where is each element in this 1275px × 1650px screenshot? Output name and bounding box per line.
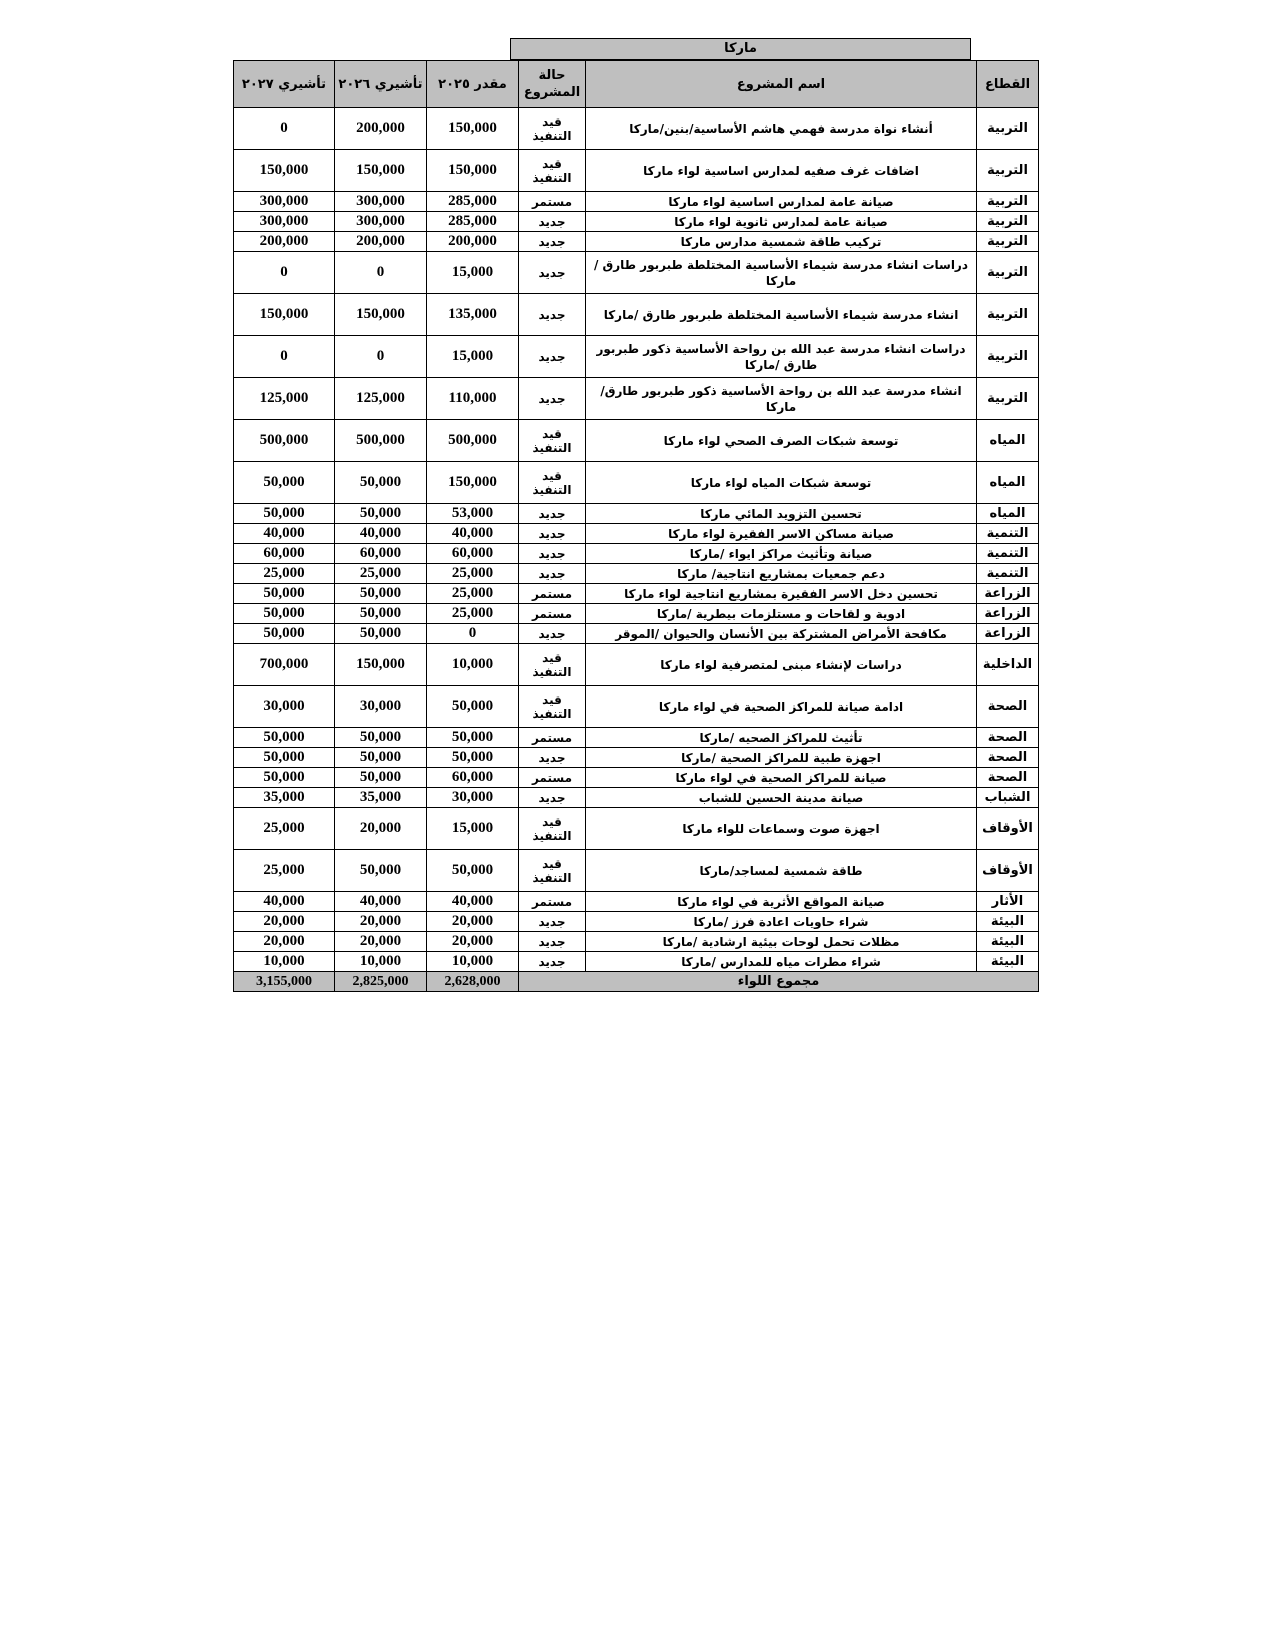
cell-sector: البيئة [977,932,1039,952]
cell-ind-2026: 20,000 [335,912,427,932]
table-row [234,252,1039,294]
cell-ind-2026: 10,000 [335,952,427,972]
cell-est-2025: 50,000 [427,686,519,728]
cell-project: شراء حاويات اعادة فرز /ماركا [586,912,977,932]
cell-ind-2026: 0 [335,336,427,378]
cell-sector: التربية [977,192,1039,212]
cell-est-2025: 15,000 [427,336,519,378]
table-row [234,420,1039,462]
cell-status: جديد [519,932,586,952]
cell-ind-2027: 50,000 [234,728,335,748]
cell-ind-2027: 50,000 [234,504,335,524]
cell-project: صيانة عامة لمدارس اساسية لواء ماركا [586,192,977,212]
cell-project: دراسات انشاء مدرسة شيماء الأساسية المختلطة طبربور طارق /ماركا [586,252,977,294]
cell-sector: المياه [977,462,1039,504]
cell-status: جديد [519,564,586,584]
cell-sector: البيئة [977,912,1039,932]
table-body [234,108,1039,972]
cell-ind-2027: 0 [234,108,335,150]
table-row [234,932,1039,952]
total-ind-2026: 2,825,000 [335,972,427,992]
cell-est-2025: 25,000 [427,584,519,604]
table-row [234,212,1039,232]
cell-status: جديد [519,952,586,972]
cell-ind-2027: 125,000 [234,378,335,420]
cell-sector: الشباب [977,788,1039,808]
cell-project: تأثيث للمراكز الصحيه /ماركا [586,728,977,748]
cell-ind-2026: 200,000 [335,108,427,150]
cell-est-2025: 110,000 [427,378,519,420]
cell-status: جديد [519,912,586,932]
header-sector: القطاع [977,61,1039,108]
cell-status: جديد [519,504,586,524]
cell-status: قيد التنفيذ [519,808,586,850]
cell-est-2025: 20,000 [427,912,519,932]
cell-ind-2027: 150,000 [234,150,335,192]
table-row [234,768,1039,788]
cell-project: انشاء مدرسة عبد الله بن رواحة الأساسية ذكور طبربور طارق/ماركا [586,378,977,420]
cell-project: مكافحة الأمراض المشتركة بين الأنسان والحيوان /الموقر [586,624,977,644]
cell-status: قيد التنفيذ [519,644,586,686]
cell-ind-2026: 150,000 [335,294,427,336]
cell-ind-2026: 25,000 [335,564,427,584]
cell-sector: الزراعة [977,624,1039,644]
header-row [234,61,1039,108]
cell-sector: المياه [977,420,1039,462]
cell-project: دراسات لإنشاء مبنى لمتصرفية لواء ماركا [586,644,977,686]
cell-project: صيانة مدينة الحسين للشباب [586,788,977,808]
table-row [234,728,1039,748]
cell-project: اضافات غرف صفيه لمدارس اساسية لواء ماركا [586,150,977,192]
table-row [234,624,1039,644]
cell-project: دراسات انشاء مدرسة عبد الله بن رواحة الأساسية ذكور طبربور طارق /ماركا [586,336,977,378]
cell-ind-2026: 40,000 [335,892,427,912]
cell-ind-2026: 30,000 [335,686,427,728]
table-row [234,892,1039,912]
header-status: حالة المشروع [519,61,586,108]
cell-sector: التربية [977,378,1039,420]
cell-sector: التربية [977,294,1039,336]
cell-est-2025: 150,000 [427,462,519,504]
cell-status: مستمر [519,892,586,912]
cell-est-2025: 50,000 [427,748,519,768]
cell-ind-2026: 50,000 [335,504,427,524]
cell-project: تحسين التزويد المائي ماركا [586,504,977,524]
cell-status: مستمر [519,604,586,624]
cell-status: قيد التنفيذ [519,420,586,462]
cell-sector: التربية [977,336,1039,378]
table-row [234,524,1039,544]
header-est-2025: مقدر ٢٠٢٥ [427,61,519,108]
cell-status: جديد [519,294,586,336]
cell-ind-2026: 20,000 [335,808,427,850]
total-ind-2027: 3,155,000 [234,972,335,992]
table-row [234,378,1039,420]
cell-est-2025: 25,000 [427,564,519,584]
cell-ind-2026: 20,000 [335,932,427,952]
cell-status: جديد [519,212,586,232]
cell-ind-2026: 300,000 [335,212,427,232]
cell-ind-2026: 200,000 [335,232,427,252]
cell-ind-2027: 10,000 [234,952,335,972]
cell-project: ادامة صيانة للمراكز الصحية في لواء ماركا [586,686,977,728]
cell-ind-2027: 150,000 [234,294,335,336]
cell-sector: الزراعة [977,584,1039,604]
cell-status: جديد [519,336,586,378]
cell-ind-2026: 300,000 [335,192,427,212]
cell-est-2025: 150,000 [427,150,519,192]
cell-status: قيد التنفيذ [519,686,586,728]
table-row [234,192,1039,212]
table-row [234,544,1039,564]
cell-est-2025: 40,000 [427,524,519,544]
cell-project: صيانة مساكن الاسر الفقيرة لواء ماركا [586,524,977,544]
cell-sector: الزراعة [977,604,1039,624]
cell-sector: الصحة [977,728,1039,748]
cell-project: صيانة المواقع الأثرية في لواء ماركا [586,892,977,912]
table-row [234,232,1039,252]
cell-sector: التربية [977,108,1039,150]
cell-sector: التنمية [977,524,1039,544]
cell-est-2025: 30,000 [427,788,519,808]
table-title: ماركا [510,38,971,60]
cell-est-2025: 150,000 [427,108,519,150]
cell-ind-2027: 35,000 [234,788,335,808]
cell-status: جديد [519,624,586,644]
table-row [234,952,1039,972]
cell-est-2025: 135,000 [427,294,519,336]
cell-ind-2026: 50,000 [335,624,427,644]
cell-ind-2027: 300,000 [234,212,335,232]
cell-ind-2027: 0 [234,252,335,294]
cell-ind-2026: 50,000 [335,850,427,892]
cell-ind-2027: 50,000 [234,624,335,644]
cell-project: صيانة عامة لمدارس ثانوية لواء ماركا [586,212,977,232]
cell-status: مستمر [519,768,586,788]
cell-sector: التربية [977,150,1039,192]
table-row [234,462,1039,504]
cell-status: قيد التنفيذ [519,850,586,892]
cell-project: اجهزة طبية للمراكز الصحية /ماركا [586,748,977,768]
cell-sector: التنمية [977,564,1039,584]
cell-ind-2027: 0 [234,336,335,378]
cell-status: جديد [519,788,586,808]
cell-sector: الداخلية [977,644,1039,686]
cell-sector: التربية [977,232,1039,252]
cell-est-2025: 50,000 [427,850,519,892]
header-ind-2026: تأشيري ٢٠٢٦ [335,61,427,108]
cell-est-2025: 15,000 [427,252,519,294]
cell-ind-2027: 25,000 [234,808,335,850]
cell-ind-2026: 150,000 [335,644,427,686]
cell-ind-2026: 500,000 [335,420,427,462]
cell-status: جديد [519,544,586,564]
cell-status: جديد [519,524,586,544]
table-row [234,644,1039,686]
cell-status: مستمر [519,192,586,212]
cell-ind-2027: 60,000 [234,544,335,564]
cell-est-2025: 40,000 [427,892,519,912]
total-est-2025: 2,628,000 [427,972,519,992]
cell-est-2025: 15,000 [427,808,519,850]
cell-ind-2026: 50,000 [335,462,427,504]
cell-ind-2026: 50,000 [335,748,427,768]
cell-status: جديد [519,748,586,768]
cell-sector: الصحة [977,768,1039,788]
cell-status: مستمر [519,728,586,748]
cell-ind-2027: 50,000 [234,768,335,788]
header-project: اسم المشروع [586,61,977,108]
table-row [234,504,1039,524]
cell-sector: الصحة [977,748,1039,768]
table-row [234,108,1039,150]
cell-project: شراء مطرات مياه للمدارس /ماركا [586,952,977,972]
cell-ind-2027: 700,000 [234,644,335,686]
cell-project: مظلات تحمل لوحات بيئية ارشادية /ماركا [586,932,977,952]
cell-est-2025: 285,000 [427,192,519,212]
cell-sector: الأوقاف [977,808,1039,850]
cell-ind-2027: 40,000 [234,892,335,912]
cell-sector: الصحة [977,686,1039,728]
table-row [234,686,1039,728]
table-row [234,294,1039,336]
cell-ind-2027: 20,000 [234,912,335,932]
table-row [234,150,1039,192]
cell-sector: الأوقاف [977,850,1039,892]
cell-est-2025: 60,000 [427,768,519,788]
cell-project: انشاء مدرسة شيماء الأساسية المختلطة طبربور طارق /ماركا [586,294,977,336]
cell-ind-2026: 50,000 [335,728,427,748]
cell-ind-2027: 25,000 [234,564,335,584]
cell-status: جديد [519,252,586,294]
cell-status: قيد التنفيذ [519,150,586,192]
cell-ind-2027: 25,000 [234,850,335,892]
cell-ind-2026: 125,000 [335,378,427,420]
cell-status: جديد [519,232,586,252]
cell-ind-2026: 0 [335,252,427,294]
header-ind-2027: تأشيري ٢٠٢٧ [234,61,335,108]
cell-status: قيد التنفيذ [519,462,586,504]
cell-ind-2027: 50,000 [234,748,335,768]
table-row [234,850,1039,892]
cell-sector: الأثار [977,892,1039,912]
cell-est-2025: 60,000 [427,544,519,564]
cell-est-2025: 10,000 [427,644,519,686]
cell-ind-2026: 40,000 [335,524,427,544]
table-row [234,564,1039,584]
cell-est-2025: 0 [427,624,519,644]
table-row [234,336,1039,378]
cell-est-2025: 50,000 [427,728,519,748]
table-row [234,584,1039,604]
cell-ind-2026: 150,000 [335,150,427,192]
cell-ind-2026: 50,000 [335,768,427,788]
cell-sector: التربية [977,252,1039,294]
cell-ind-2027: 200,000 [234,232,335,252]
cell-ind-2027: 50,000 [234,604,335,624]
table-row [234,604,1039,624]
cell-ind-2027: 50,000 [234,584,335,604]
totals-label: مجموع اللواء [519,972,1039,992]
cell-ind-2026: 50,000 [335,604,427,624]
cell-ind-2027: 30,000 [234,686,335,728]
cell-project: توسعة شبكات المياه لواء ماركا [586,462,977,504]
cell-project: اجهزة صوت وسماعات للواء ماركا [586,808,977,850]
cell-project: دعم جمعيات بمشاريع انتاجية/ ماركا [586,564,977,584]
cell-sector: التنمية [977,544,1039,564]
table-row [234,912,1039,932]
cell-project: طاقة شمسية لمساجد/ماركا [586,850,977,892]
totals-row [234,972,1039,992]
cell-ind-2027: 300,000 [234,192,335,212]
cell-project: تركيب طاقة شمسية مدارس ماركا [586,232,977,252]
cell-est-2025: 285,000 [427,212,519,232]
cell-ind-2026: 50,000 [335,584,427,604]
cell-est-2025: 53,000 [427,504,519,524]
cell-ind-2027: 50,000 [234,462,335,504]
cell-project: أنشاء نواة مدرسة فهمي هاشم الأساسية/بنين/ماركا [586,108,977,150]
cell-ind-2026: 60,000 [335,544,427,564]
table-row [234,808,1039,850]
cell-sector: البيئة [977,952,1039,972]
cell-status: مستمر [519,584,586,604]
cell-ind-2027: 500,000 [234,420,335,462]
cell-ind-2026: 35,000 [335,788,427,808]
cell-ind-2027: 20,000 [234,932,335,952]
cell-project: توسعة شبكات الصرف الصحي لواء ماركا [586,420,977,462]
cell-est-2025: 200,000 [427,232,519,252]
cell-est-2025: 25,000 [427,604,519,624]
table-row [234,788,1039,808]
cell-project: صيانة وتأثيث مراكز ايواء /ماركا [586,544,977,564]
cell-est-2025: 500,000 [427,420,519,462]
cell-project: تحسين دخل الاسر الفقيرة بمشاريع انتاجية لواء ماركا [586,584,977,604]
cell-project: ادوية و لقاحات و مستلزمات بيطرية /ماركا [586,604,977,624]
projects-table [233,60,1039,992]
cell-status: جديد [519,378,586,420]
cell-sector: التربية [977,212,1039,232]
cell-sector: المياه [977,504,1039,524]
cell-project: صيانة للمراكز الصحية في لواء ماركا [586,768,977,788]
cell-ind-2027: 40,000 [234,524,335,544]
table-row [234,748,1039,768]
cell-status: قيد التنفيذ [519,108,586,150]
cell-est-2025: 20,000 [427,932,519,952]
cell-est-2025: 10,000 [427,952,519,972]
